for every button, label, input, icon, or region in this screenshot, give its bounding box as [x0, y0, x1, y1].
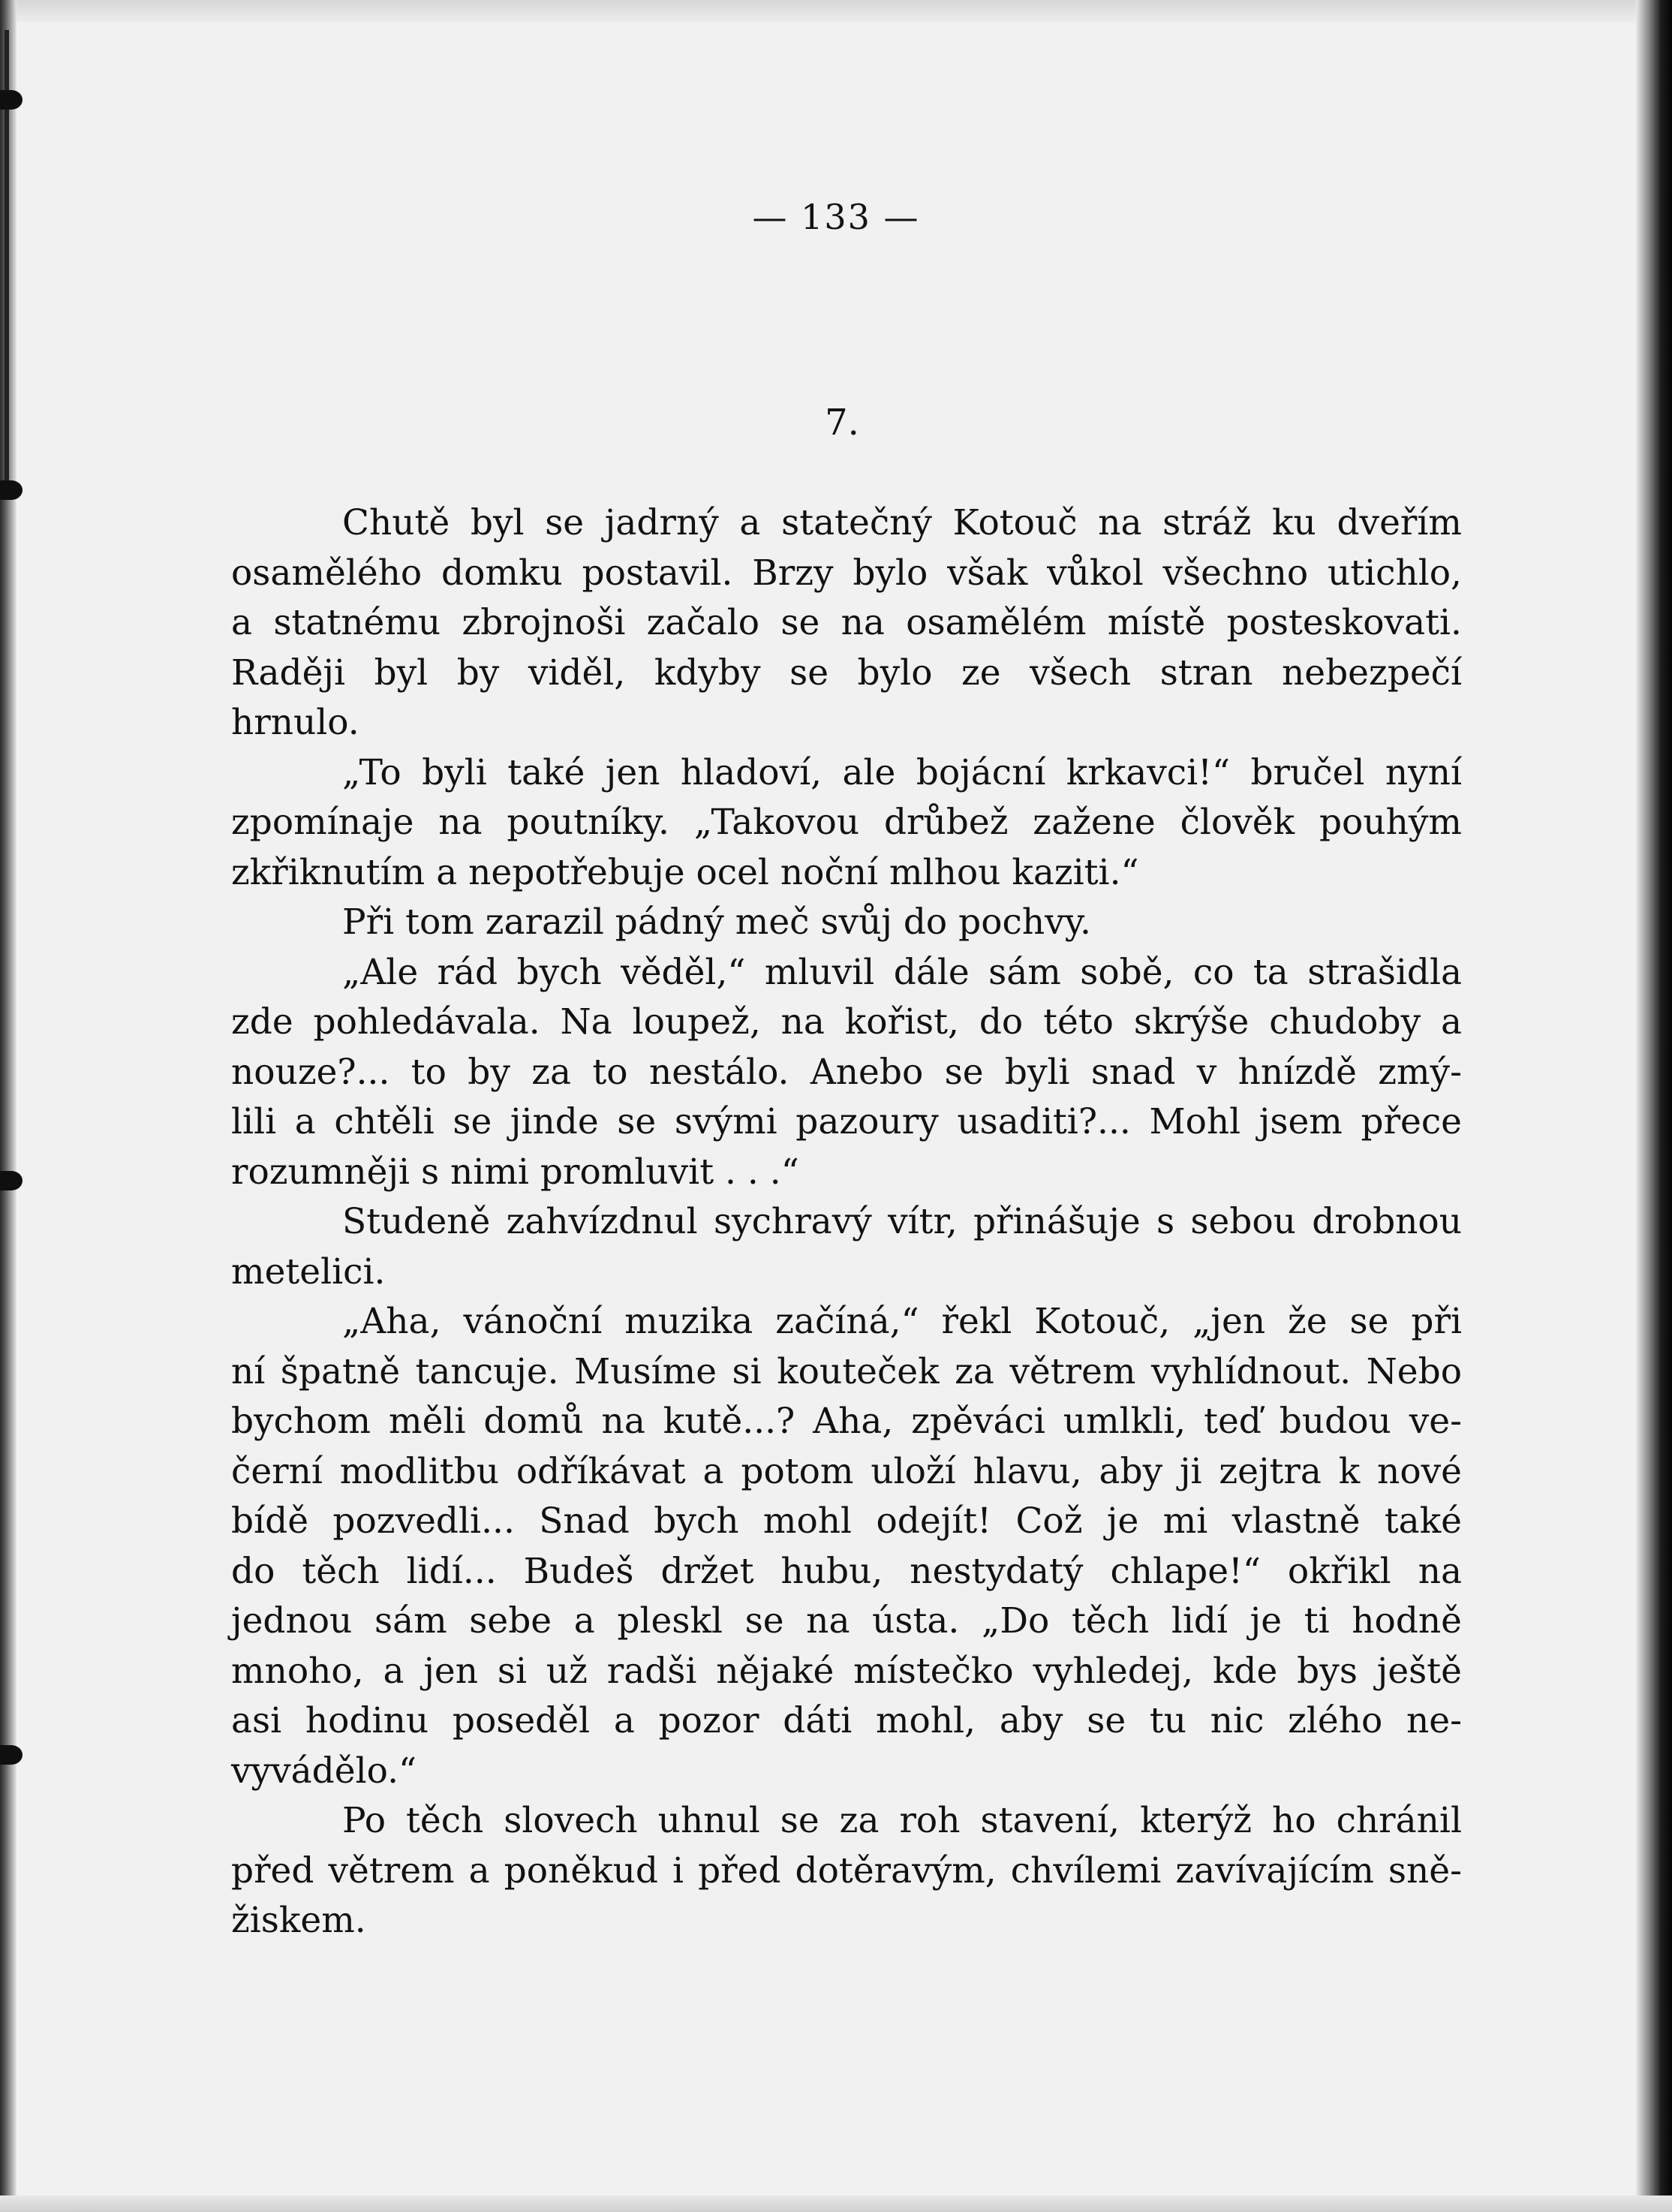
- text-line: „To byli také jen hladoví, ale bojácní krkavci!“ bručel nyní: [342, 751, 1462, 793]
- text-line: lili a chtěli se jinde se svými pazoury usaditi?... Mohl jsem přece: [231, 1101, 1462, 1142]
- page-number: — 133 —: [752, 197, 920, 237]
- text-line: asi hodinu poseděl a pozor dáti mohl, aby se tu nic zlého ne-: [231, 1700, 1462, 1741]
- text-line: hrnulo.: [231, 702, 359, 743]
- text-line: mnoho, a jen si už radši nějaké místečko vyhledej, kde bys ještě: [231, 1650, 1462, 1692]
- text-line: Studeně zahvízdnul sychravý vítr, přinášuje s sebou drobnou: [342, 1201, 1462, 1242]
- text-line: „Aha, vánoční muzika začíná,“ řekl Kotouč, „jen že se při: [342, 1301, 1462, 1342]
- text-line: Při tom zarazil pádný meč svůj do pochvy.: [342, 901, 1091, 943]
- text-line: zde pohledávala. Na loupež, na kořist, do této skrýše chudoby a: [231, 1001, 1462, 1043]
- text-line: jednou sám sebe a pleskl se na ústa. „Do těch lidí je ti hodně: [231, 1600, 1462, 1642]
- text-line: bychom měli domů na kutě...? Aha, zpěváci umlkli, teď budou ve-: [231, 1401, 1462, 1442]
- text-line: Raději byl by viděl, kdyby se bylo ze všech stran nebezpečí: [231, 652, 1462, 694]
- text-line: zkřiknutím a nepotřebuje ocel noční mlhou kaziti.“: [231, 851, 1139, 893]
- text-line: Chutě byl se jadrný a statečný Kotouč na stráž ku dveřím: [342, 502, 1462, 543]
- text-line: nouze?... to by za to nestálo. Anebo se byli snad v hnízdě zmý-: [231, 1051, 1462, 1093]
- text-line: před větrem a poněkud i před dotěravým, chvílemi zavívajícím sně-: [231, 1849, 1462, 1891]
- text-line: rozumněji s nimi promluvit . . .“: [231, 1151, 799, 1193]
- binding-mark: [0, 480, 23, 500]
- binding-mark: [0, 90, 23, 110]
- text-line: a statnému zbrojnoši začalo se na osamělém místě posteskovati.: [231, 602, 1462, 643]
- binding-mark: [0, 1171, 23, 1190]
- body-text: [231, 498, 1462, 1946]
- text-line: metelici.: [231, 1250, 386, 1293]
- text-line: osamělého domku postavil. Brzy bylo však vůkol všechno utichlo,: [231, 552, 1462, 594]
- text-line: černí modlitbu odříkávat a potom uloží hlavu, aby ji zejtra k nové: [231, 1450, 1462, 1492]
- page-right-edge: [1636, 0, 1672, 2212]
- page-bottom-edge: [0, 2195, 1672, 2212]
- text-line: bídě pozvedli... Snad bych mohl odejít! Což je mi vlastně také: [231, 1500, 1462, 1542]
- text-line: ní špatně tancuje. Musíme si kouteček za větrem vyhlídnout. Nebo: [231, 1350, 1462, 1392]
- text-line: zpomínaje na poutníky. „Takovou drůbež zažene člověk pouhým: [231, 802, 1462, 843]
- page-top-edge: [0, 0, 1672, 23]
- text-line: žiskem.: [231, 1900, 366, 1941]
- text-line: do těch lidí... Budeš držet hubu, nestydatý chlape!“ okřikl na: [231, 1550, 1462, 1592]
- text-line: Po těch slovech uhnul se za roh stavení, kterýž ho chránil: [342, 1800, 1462, 1841]
- chapter-heading: 7.: [825, 402, 859, 444]
- text-line: vyvádělo.“: [231, 1750, 417, 1792]
- text-line: „Ale rád bych věděl,“ mluvil dále sám sobě, co ta strašidla: [342, 951, 1462, 993]
- binding-mark: [0, 1745, 23, 1765]
